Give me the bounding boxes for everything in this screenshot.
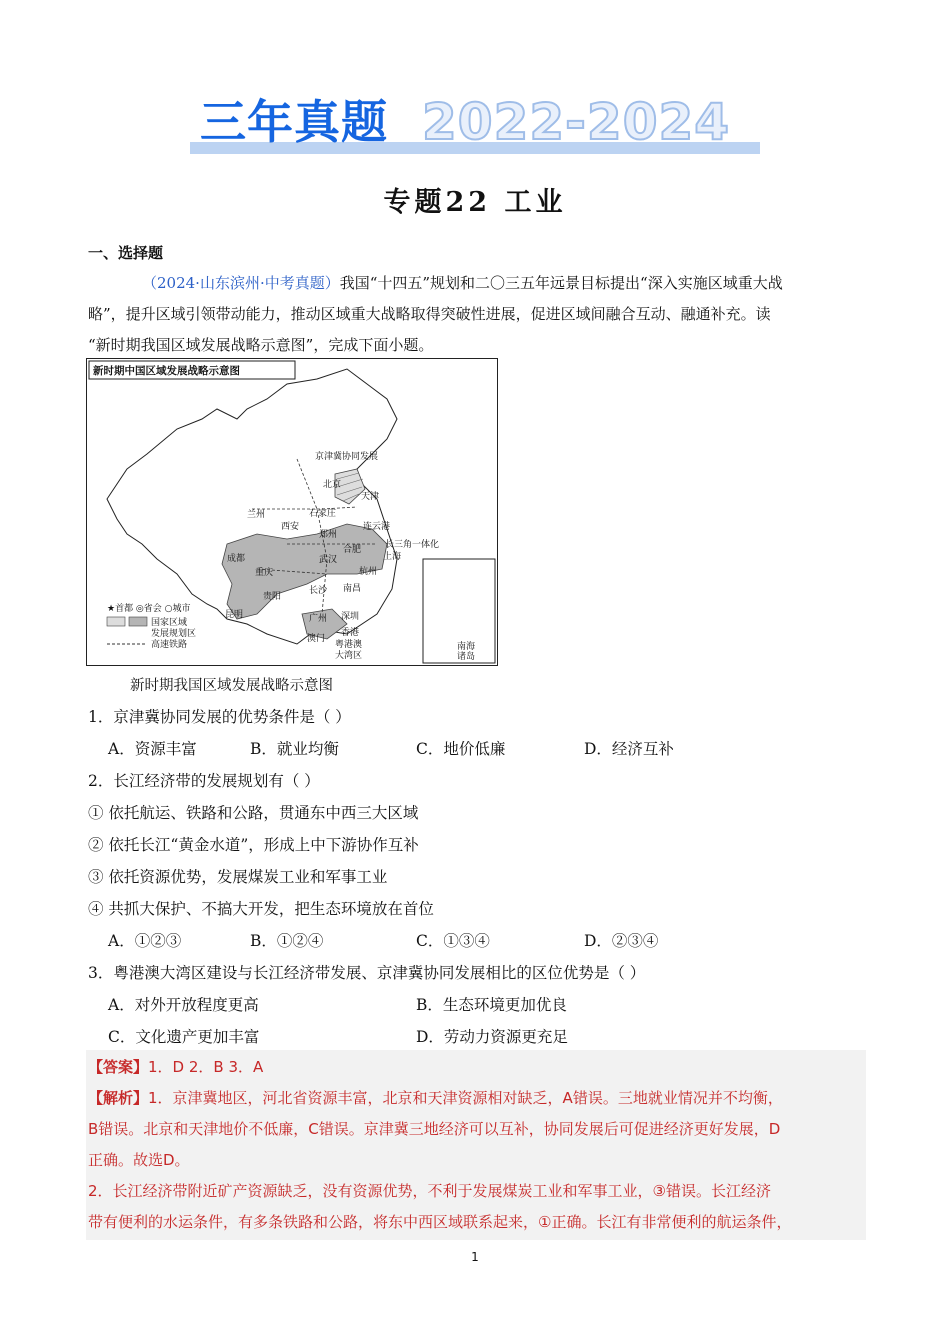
label-tianjin: 天津 [361,492,380,502]
label-guiyang: 贵阳 [263,592,282,602]
q3-option-a: A．对外开放程度更高 [108,996,259,1014]
header-banner [190,92,760,156]
document-title: 专题22 工业 [383,187,567,218]
intro-line-1: 我国“十四五”规划和二〇三五年远景目标提出“深入实施区域重大战 [339,274,783,292]
q2-option-a: A．①②③ [108,932,182,950]
label-jjj: 京津冀协同发展 [315,452,379,462]
intro-line-3: “新时期我国区域发展战略示意图”，完成下面小题。 [88,336,434,354]
inset-label-2: 诸岛 [457,652,476,662]
q3-option-b: B．生态环境更加优良 [416,996,567,1014]
analysis-line-5: 带有便利的水运条件，有多条铁路和公路，将东中西区域联系起来，①正确。长江有非常便利的航运条件， [88,1213,792,1231]
section-heading: 一、选择题 [88,244,164,262]
question-source: （2024·山东滨州·中考真题） [142,274,340,292]
label-aomen: 澳门 [307,634,326,644]
label-beijing: 北京 [323,480,342,490]
label-chengdu: 成都 [227,554,246,564]
q1-stem: 1．京津冀协同发展的优势条件是（ ） [88,708,351,726]
label-chongqing: 重庆 [255,568,274,578]
inset-label-1: 南海 [457,642,476,652]
label-shenzhen: 深圳 [341,612,360,622]
label-changsha: 长沙 [309,586,328,596]
banner-years: 2022-2024 [422,93,731,151]
label-hangzhou: 杭州 [359,567,378,577]
analysis-text-1: 1．京津冀地区，河北省资源丰富，北京和天津资源相对缺乏，A错误。三地就业情况并不均衡， [148,1089,783,1107]
q2-statement-2: ② 依托长江“黄金水道”，形成上中下游协作互补 [88,836,419,854]
q2-statement-1: ① 依托航运、铁路和公路，贯通东中西三大区域 [88,804,419,822]
q2-option-b: B．①②④ [250,932,324,950]
label-hefei: 合肥 [343,545,362,555]
q3-option-c: C．文化遗产更加丰富 [108,1028,260,1046]
question-intro [88,268,864,361]
page-number: 1 [471,1250,479,1264]
legend-zone-2: 发展规划区 [151,629,197,639]
intro-line-2: 略”，提升区域引领带动能力，推动区域重大战略取得突破性进展，促进区域间融合互动、融通补充。读 [88,305,771,323]
label-lianyungang: 连云港 [363,522,391,532]
q1-option-d: D．经济互补 [584,740,674,758]
answer-label: 【答案】 [88,1058,149,1076]
label-yrd: 长三角一体化 [385,540,440,550]
label-zhengzhou: 郑州 [319,530,338,540]
legend-zone-1: 国家区域 [151,618,188,628]
q1-option-a: A．资源丰富 [108,740,197,758]
q3-option-d: D．劳动力资源更充足 [416,1028,568,1046]
analysis-line-1 [88,1087,783,1108]
q1-option-b: B．就业均衡 [250,740,339,758]
map-caption: 新时期我国区域发展战略示意图 [130,678,333,694]
answer-text: 1．D 2．B 3．A [148,1058,264,1076]
label-xianggang: 香港 [341,628,360,638]
label-gba: 粤港澳 [335,640,363,650]
analysis-label: 【解析】 [88,1089,149,1107]
banner-title: 三年真题 [200,95,388,149]
label-kunming: 昆明 [225,610,244,620]
map-title: 新时期中国区域发展战略示意图 [93,365,240,377]
map-drawing [87,359,497,665]
label-nanchang: 南昌 [343,584,362,594]
q1-option-c: C．地价低廉 [416,740,506,758]
q2-statement-3: ③ 依托资源优势，发展煤炭工业和军事工业 [88,868,388,886]
q2-option-c: C．①③④ [416,932,490,950]
label-shijiazhuang: 石家庄 [309,509,337,519]
china-region-map [86,358,498,666]
analysis-line-4: 2．长江经济带附近矿产资源缺乏，没有资源优势，不利于发展煤炭工业和军事工业，③错误。长江经济 [88,1182,771,1200]
label-xian: 西安 [281,522,300,532]
analysis-line-2: B错误。北京和天津地价不低廉，C错误。京津冀三地经济可以互补，协同发展后可促进经济更好发展，D [88,1120,781,1138]
label-lanzhou: 兰州 [247,510,266,520]
analysis-line-3: 正确。故选D。 [88,1151,190,1169]
label-gba-2: 大湾区 [335,651,363,661]
label-shanghai: 上海 [383,552,402,562]
q2-statement-4: ④ 共抓大保护、不搞大开发，把生态环境放在首位 [88,900,434,918]
q2-stem: 2．长江经济带的发展规划有（ ） [88,772,320,790]
label-wuhan: 武汉 [319,555,338,565]
legend-rail: 高速铁路 [151,640,188,650]
legend-capital: ★首都 ◎省会 ○城市 [107,604,191,614]
label-guangzhou: 广州 [309,614,328,624]
answer-line [88,1056,263,1077]
q3-stem: 3．粤港澳大湾区建设与长江经济带发展、京津冀协同发展相比的区位优势是（ ） [88,964,646,982]
q2-option-d: D．②③④ [584,932,659,950]
